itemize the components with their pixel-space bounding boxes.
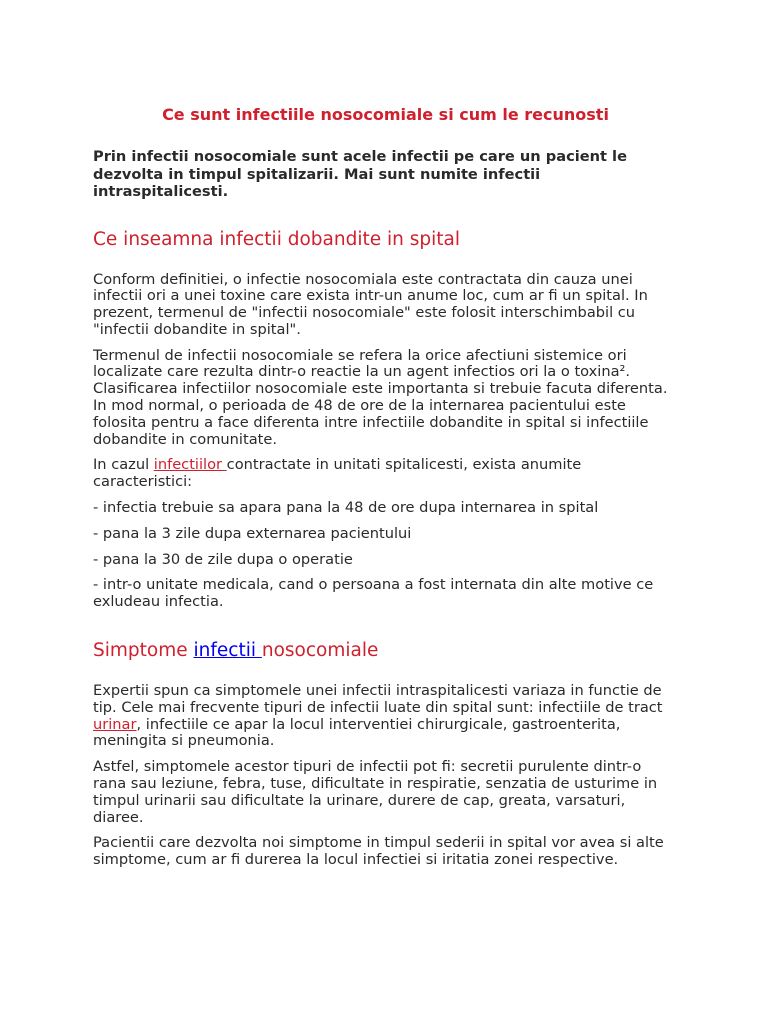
symptoms-paragraph-3: Pacientii care dezvolta noi simptome in timpul sederii in spital vor avea si alte simptome, cum ar fi durerea la locul infectiei si iritatia zonei respective.: [93, 834, 664, 869]
characteristic-item: - infectia trebuie sa apara pana la 48 de ore dupa internarea in spital: [93, 499, 599, 517]
symptoms-paragraph-2: Astfel, simptomele acestor tipuri de infectii pot fi: secretii purulente dintr-o rana sau leziune, febra, tuse, dificultate in respiratie, senzatia de usturime in timpul urinarii sau dificultate la urinare, durere de cap, greata, varsaturi, diaree.: [93, 758, 658, 826]
symptoms-paragraph-1-text: Expertii spun ca simptomele unei infectii intraspitalicesti variaza in functie de tip. Cele mai frecvente tipuri de infectii luate din spital sunt: infectiile de tract: [93, 682, 663, 716]
symptoms-paragraph-1: [93, 683, 678, 750]
urinar-link[interactable]: urinar: [93, 715, 137, 733]
section-heading-definition: Ce inseamna infectii dobandite in spital: [93, 228, 460, 250]
characteristic-item: - pana la 3 zile dupa externarea pacientului: [93, 524, 412, 542]
definition-paragraph-1: Conform definitiei, o infectie nosocomiala este contractata din cauza unei infectii ori a unei toxine care exista intr-un anume loc, cum ar fi un spital. In prezent, termenul de "infectii nosocomiale" este folosit interschimbabil cu "infectii dobandite in spital".: [93, 270, 648, 338]
symptoms-heading-rest: nosocomiale: [261, 640, 379, 662]
symptoms-heading-text: Simptome: [93, 640, 194, 662]
section-heading-symptoms: [93, 639, 678, 663]
characteristics-intro-rest: contractate in unitati spitalicesti, exista anumite caracteristici:: [93, 456, 582, 491]
infectii-link[interactable]: infectii: [193, 640, 262, 662]
characteristic-item: - intr-o unitate medicala, cand o persoana a fost internata din alte motive ce exludeau infectia.: [93, 576, 654, 611]
characteristics-intro-text: In cazul: [93, 456, 154, 474]
infectiilor-link[interactable]: infectiilor: [153, 456, 227, 474]
definition-paragraph-2: Termenul de infectii nosocomiale se refera la orice afectiuni sistemice ori localizate care rezulta dintr-o reactie la un agent infectios ori la o toxina². Clasificarea infectiilor nosocomiale este importanta si trebuie facuta diferenta. In mod normal, o perioada de 48 de ore de la internarea pacientului este folosita pentru a face diferenta intre infectiile dobandite in spital si infectiile dobandite in comunitate.: [93, 346, 668, 448]
article: [93, 104, 678, 869]
page-title: Ce sunt infectiile nosocomiale si cum le recunosti: [162, 105, 609, 124]
characteristics-intro: [93, 457, 678, 491]
symptoms-paragraph-1-rest: , infectiile ce apar la locul interventiei chirurgicale, gastroenterita, meningita si pneumonia.: [93, 715, 621, 750]
characteristic-item: - pana la 30 de zile dupa o operatie: [93, 550, 353, 568]
intro-paragraph: Prin infectii nosocomiale sunt acele infectii pe care un pacient le dezvolta in timpul spitalizarii. Mai sunt numite infectii intraspitalicesti.: [93, 148, 627, 200]
